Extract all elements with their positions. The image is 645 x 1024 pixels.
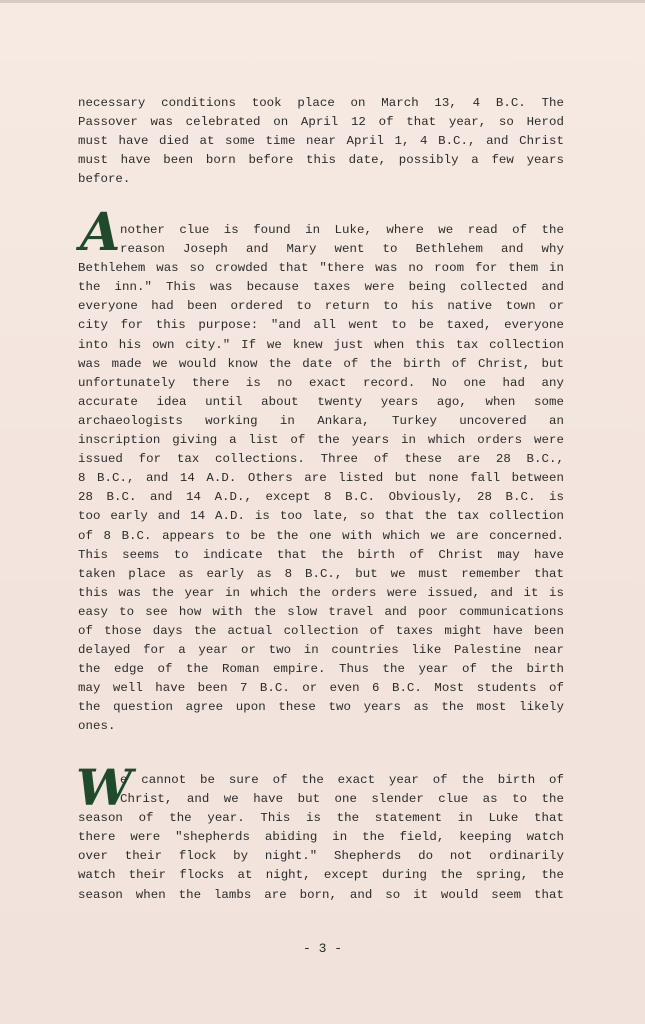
text-line: inscription giving a list of the years in which orders were [78,433,564,448]
text-line: accurate idea until about twenty years ago, when some [78,394,564,409]
text-line: reason Joseph and Mary went to Bethlehem and why [120,242,564,257]
text-line: ones. [78,719,116,734]
text-line: the inn." This was because taxes were being collected and [78,280,564,295]
text-line: was made we would know the date of the birth of Christ, but [78,356,564,371]
text-line: This seems to indicate that the birth of Christ may have [78,547,564,562]
page-number: - 3 - [302,941,342,956]
text-line: season when the lambs are born, and so it would seem that [78,887,564,902]
text-line: over their flock by night." Shepherds do not ordinarily [78,849,564,864]
text-line: delayed for a year or two in countries like Palestine near [78,643,564,658]
text-line: of those days the actual collection of taxes might have been [78,623,564,638]
text-line: before. [78,172,131,187]
text-line: 8 B.C., and 14 A.D. Others are listed but none fall between [78,471,564,486]
text-line: 28 B.C. and 14 A.D., except 8 B.C. Obviously, 28 B.C. is [78,490,564,505]
text-line: watch their flocks at night, except during the spring, the [78,868,564,883]
text-line: issued for tax collections. Three of these are 28 B.C., [78,452,564,467]
text-line: e cannot be sure of the exact year of the birth of [120,773,564,787]
text-line: must have been born before this date, possibly a few years [78,153,564,168]
text-line: archaeologists working in Ankara, Turkey uncovered an [78,413,564,428]
text-line: easy to see how with the slow travel and poor communications [78,604,564,619]
text-line: season of the year. This is the statement in Luke that [78,811,564,826]
text-line: too early and 14 A.D. is too late, so that the tax collection [78,509,564,524]
text-line: of 8 B.C. appears to be the one with which we are concerned. [78,528,564,543]
text-line: must have died at some time near April 1, 4 B.C., and Christ [78,134,564,149]
text-line: taken place as early as 8 B.C., but we must remember that [78,566,564,581]
text-line: unfortunately there is no exact record. No one had any [78,375,564,390]
paragraph-1 [78,94,564,189]
paragraph-2 [78,221,564,737]
text-line: nother clue is found in Luke, where we read of the [120,223,564,237]
text-line: there were "shepherds abiding in the field, keeping watch [78,830,564,845]
text-line: into his own city." If we knew just when this tax collection [78,337,564,352]
text-line: this was the year in which the orders were issued, and it is [78,585,564,600]
drop-cap-w: W [76,758,133,817]
drop-cap-a: A [80,202,121,263]
text-line: the edge of the Roman empire. Thus the year of the birth [78,662,564,677]
paragraph-3 [78,771,564,905]
text-line: city for this purpose: "and all went to be taxed, everyone [78,318,564,333]
text-line: the question agree upon these two years as the most likely [78,700,564,715]
text-line: may well have been 7 B.C. or even 6 B.C. Most students of [78,681,564,696]
text-line: Christ, and we have but one slender clue as to the [120,792,564,807]
text-line: everyone had been ordered to return to his native town or [78,299,564,314]
text-line: Passover was celebrated on April 12 of that year, so Herod [78,115,564,130]
text-line: necessary conditions took place on March 13, 4 B.C. The [78,96,564,110]
text-line: Bethlehem was so crowded that "there was no room for them in [78,261,564,276]
